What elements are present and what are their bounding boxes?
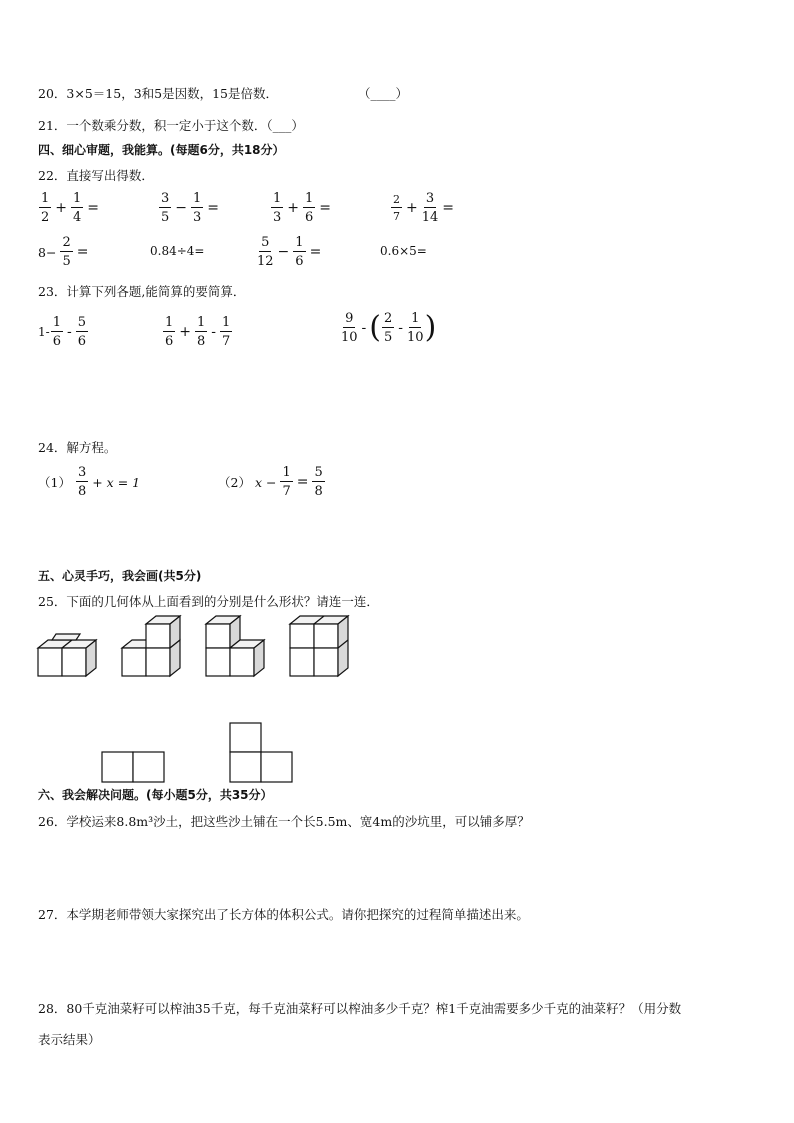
prefix: 8− xyxy=(38,244,57,260)
expr-23-3 xyxy=(340,312,436,344)
calc-22-7 xyxy=(256,236,324,268)
numerator: 1 xyxy=(282,465,291,480)
calc-22-1 xyxy=(38,192,102,224)
calc-22-2 xyxy=(158,192,222,224)
denominator: 4 xyxy=(73,210,82,225)
operator: + xyxy=(55,200,68,216)
question-28-line-2: 表示结果） xyxy=(38,1032,101,1047)
numerator: 3 xyxy=(425,191,435,206)
top-view-shape-2 xyxy=(229,722,293,783)
numerator: 9 xyxy=(345,311,354,326)
solid-figure-4 xyxy=(290,616,352,678)
denominator: 6 xyxy=(77,334,86,349)
label: （2） xyxy=(218,475,251,490)
answer-paren-20[interactable]: （____） xyxy=(358,86,409,101)
numerator: 3 xyxy=(77,465,87,480)
denominator: 8 xyxy=(197,334,206,349)
denominator: 2 xyxy=(41,210,50,225)
question-23: 23．计算下列各题,能简算的要简算． xyxy=(38,284,246,299)
denominator: 3 xyxy=(273,210,282,225)
denominator: 5 xyxy=(161,210,170,225)
expr-23-2 xyxy=(162,316,233,348)
prefix: x − xyxy=(254,474,277,490)
operator: + xyxy=(406,200,418,216)
operator: − xyxy=(175,200,188,216)
numerator: 5 xyxy=(261,235,270,250)
numerator: 1 xyxy=(165,315,174,330)
right-paren: ) xyxy=(424,310,437,345)
numerator: 1 xyxy=(193,191,202,206)
numerator: 5 xyxy=(314,465,323,480)
equals: = xyxy=(309,244,322,260)
equals: = xyxy=(87,200,100,216)
denominator: 5 xyxy=(384,330,393,345)
denominator: 10 xyxy=(407,330,424,345)
calc-22-4 xyxy=(390,192,457,224)
numerator: 1 xyxy=(73,191,82,206)
operator: + xyxy=(287,200,300,216)
operator: - xyxy=(66,324,72,340)
solid-figure-1 xyxy=(38,634,100,678)
denominator: 7 xyxy=(393,210,400,223)
numerator: 2 xyxy=(62,235,71,250)
numerator: 1 xyxy=(41,191,50,206)
section-6-title: 六、我会解决问题。(每小题5分，共35分） xyxy=(38,788,273,802)
denominator: 8 xyxy=(77,484,87,499)
question-26: 26．学校运来8.8m³沙土，把这些沙土铺在一个长5.5m、宽4m的沙坑里，可以铺多厚？ xyxy=(38,814,530,829)
operator: - xyxy=(211,324,217,340)
numerator: 1 xyxy=(222,315,231,330)
calc-22-8: 0.6×5= xyxy=(380,244,427,258)
question-21: 21．一个数乘分数，积一定小于这个数．（___） xyxy=(38,118,304,133)
question-20 xyxy=(38,84,278,102)
calc-22-3 xyxy=(270,192,334,224)
equation-24-2 xyxy=(218,466,326,498)
question-24: 24．解方程。 xyxy=(38,440,117,455)
denominator: 6 xyxy=(52,334,61,349)
equals: = xyxy=(76,244,89,260)
operator: - xyxy=(398,320,404,336)
numerator: 5 xyxy=(77,315,86,330)
numerator: 1 xyxy=(197,315,206,330)
denominator: 5 xyxy=(62,254,71,269)
denominator: 3 xyxy=(193,210,202,225)
denominator: 14 xyxy=(421,210,439,225)
denominator: 6 xyxy=(305,210,314,225)
numerator: 1 xyxy=(295,235,304,250)
solid-figure-2 xyxy=(122,616,184,678)
equals: = xyxy=(207,200,220,216)
denominator: 8 xyxy=(314,484,323,499)
prefix: 1- xyxy=(38,325,50,339)
calc-22-6: 0.84÷4= xyxy=(150,244,205,258)
denominator: 7 xyxy=(222,334,231,349)
left-paren: ( xyxy=(369,310,381,345)
question-27: 27．本学期老师带领大家探究出了长方体的体积公式。请你把探究的过程简单描述出来。 xyxy=(38,907,529,922)
calc-22-5 xyxy=(38,236,91,268)
question-25: 25．下面的几何体从上面看到的分别是什么形状？请连一连． xyxy=(38,594,379,609)
equals: = xyxy=(296,474,309,490)
numerator: 2 xyxy=(393,193,400,206)
denominator: 10 xyxy=(341,330,358,345)
numerator: 1 xyxy=(52,315,61,330)
denominator: 12 xyxy=(257,254,274,269)
numerator: 3 xyxy=(161,191,170,206)
equals: = xyxy=(442,200,455,216)
solid-figure-3 xyxy=(206,616,268,678)
section-5-title: 五、心灵手巧，我会画(共5分) xyxy=(38,569,202,583)
section-4-title: 四、细心审题，我能算。(每题6分，共18分） xyxy=(38,143,285,157)
operator: − xyxy=(277,244,290,260)
numerator: 1 xyxy=(273,191,282,206)
top-view-shape-1 xyxy=(101,751,165,783)
numerator: 1 xyxy=(411,311,420,326)
operator: - xyxy=(361,320,367,336)
denominator: 6 xyxy=(295,254,304,269)
equation-24-1 xyxy=(38,466,140,498)
label: （1） xyxy=(38,475,71,490)
numerator: 2 xyxy=(384,311,393,326)
denominator: 7 xyxy=(282,484,291,499)
operator: + xyxy=(179,324,192,340)
denominator: 6 xyxy=(165,334,174,349)
numerator: 1 xyxy=(305,191,314,206)
expr-23-1 xyxy=(38,316,89,348)
question-22: 22．直接写出得数． xyxy=(38,168,154,183)
equals: = xyxy=(319,200,332,216)
question-20-text: 20．3×5＝15，3和5是因数，15是倍数． xyxy=(38,86,279,101)
question-28-line-1: 28．80千克油菜籽可以榨油35千克，每千克油菜籽可以榨油多少千克？榨1千克油需要多少千克的油菜籽？（用分数 xyxy=(38,1001,682,1016)
equation-rest: + x = 1 xyxy=(92,474,141,490)
